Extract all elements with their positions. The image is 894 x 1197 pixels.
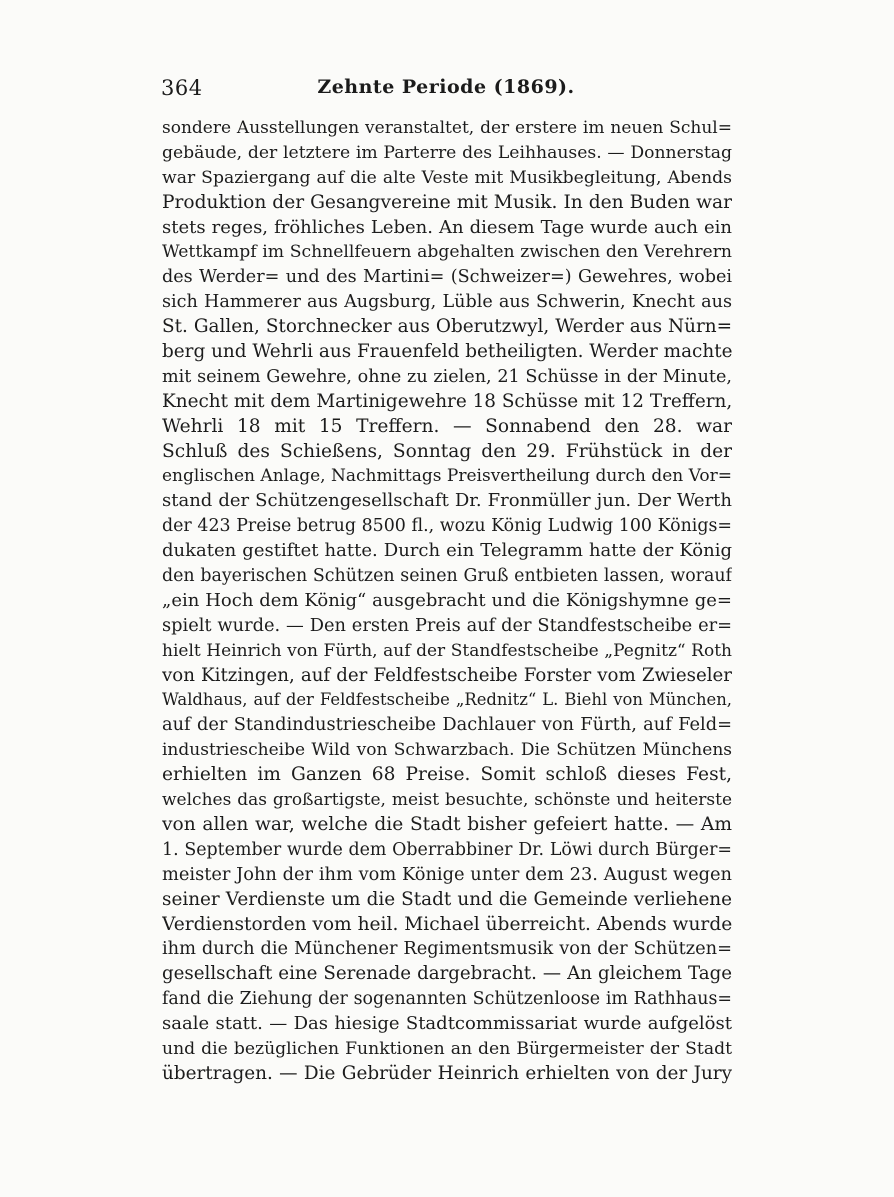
text-line: des Werder= und des Martini= (Schweizer=) Gewehres, wobei bbox=[162, 267, 732, 288]
page-header bbox=[161, 72, 731, 106]
text-line: saale statt. — Das hiesige Stadtcommissariat wurde aufgelöst bbox=[162, 1013, 732, 1035]
text-line: fand die Ziehung der sogenannten Schützenloose im Rathhaus= bbox=[162, 989, 732, 1010]
text-line: von allen war, welche die Stadt bisher gefeiert hatte. — Am bbox=[162, 813, 732, 835]
text-line: und die bezüglichen Funktionen an den Bürgermeister der Stadt bbox=[162, 1038, 732, 1059]
text-line: stets reges, fröhliches Leben. An diesem Tage wurde auch ein bbox=[162, 216, 732, 238]
text-line: Produktion der Gesangvereine mit Musik. In den Buden war bbox=[162, 191, 732, 213]
text-line: meister John der ihm vom Könige unter dem 23. August wegen bbox=[162, 863, 732, 885]
text-line: dukaten gestiftet hatte. Durch ein Telegramm hatte der König bbox=[162, 540, 732, 562]
text-line: erhielten im Ganzen 68 Preise. Somit schloß dieses Fest, bbox=[162, 764, 732, 786]
text-line: Wettkampf im Schnellfeuern abgehalten zwischen den Verehrern bbox=[162, 242, 732, 263]
text-line: stand der Schützengesellschaft Dr. Fronmüller jun. Der Werth bbox=[162, 490, 732, 512]
text-line: gesellschaft eine Serenade dargebracht. — An gleichem Tage bbox=[162, 963, 732, 985]
text-line: hielt Heinrich von Fürth, auf der Standfestscheibe „Pegnitz“ Roth bbox=[162, 640, 732, 661]
text-line: mit seinem Gewehre, ohne zu zielen, 21 Schüsse in der Minute, bbox=[162, 366, 732, 387]
text-line: St. Gallen, Storchnecker aus Oberutzwyl, Werder aus Nürn= bbox=[162, 316, 732, 338]
text-line: sondere Ausstellungen veranstaltet, der erstere im neuen Schul= bbox=[162, 118, 732, 138]
text-line: den bayerischen Schützen seinen Gruß entbieten lassen, worauf bbox=[162, 566, 732, 587]
text-line: von Kitzingen, auf der Feldfestscheibe Forster vom Zwieseler bbox=[162, 664, 732, 686]
text-line: industriescheibe Wild von Schwarzbach. Die Schützen Münchens bbox=[162, 740, 732, 761]
text-line: Waldhaus, auf der Feldfestscheibe „Rednitz“ L. Biehl von München, bbox=[162, 690, 732, 710]
text-line: auf der Standindustriescheibe Dachlauer von Fürth, auf Feld= bbox=[162, 714, 732, 736]
page-number: 364 bbox=[161, 76, 203, 100]
text-line: welches das großartigste, meist besuchte, schönste und heiterste bbox=[162, 790, 732, 811]
text-line: sich Hammerer aus Augsburg, Lüble aus Schwerin, Knecht aus bbox=[162, 292, 732, 313]
text-line: englischen Anlage, Nachmittags Preisvertheilung durch den Vor= bbox=[162, 466, 732, 487]
text-line: „ein Hoch dem König“ ausgebracht und die Königshymne ge= bbox=[162, 589, 732, 611]
text-line: gebäude, der letztere im Parterre des Leihhauses. — Donnerstag bbox=[162, 142, 732, 163]
text-line: berg und Wehrli aus Frauenfeld betheiligten. Werder machte bbox=[162, 341, 732, 363]
text-line: Wehrli 18 mit 15 Treffern. — Sonnabend den 28. war bbox=[162, 415, 732, 437]
text-line: der 423 Preise betrug 8500 fl., wozu König Ludwig 100 Königs= bbox=[162, 516, 732, 537]
text-line: spielt wurde. — Den ersten Preis auf der Standfestscheibe er= bbox=[162, 614, 732, 636]
text-line: seiner Verdienste um die Stadt und die Gemeinde verliehene bbox=[162, 888, 732, 910]
text-line: 1. September wurde dem Oberrabbiner Dr. Löwi durch Bürger= bbox=[162, 839, 732, 860]
text-line: ihm durch die Münchener Regimentsmusik von der Schützen= bbox=[162, 938, 732, 960]
text-line: Knecht mit dem Martinigewehre 18 Schüsse mit 12 Treffern, bbox=[162, 390, 732, 412]
text-line: Schluß des Schießens, Sonntag den 29. Frühstück in der bbox=[162, 440, 732, 462]
text-line: war Spaziergang auf die alte Veste mit Musikbegleitung, Abends bbox=[162, 167, 732, 188]
text-line: Verdienstorden vom heil. Michael überreicht. Abends wurde bbox=[162, 913, 732, 935]
running-title: Zehnte Periode (1869). bbox=[317, 76, 575, 98]
text-line: übertragen. — Die Gebrüder Heinrich erhielten von der Jury bbox=[162, 1062, 732, 1084]
body-text bbox=[162, 116, 732, 1087]
